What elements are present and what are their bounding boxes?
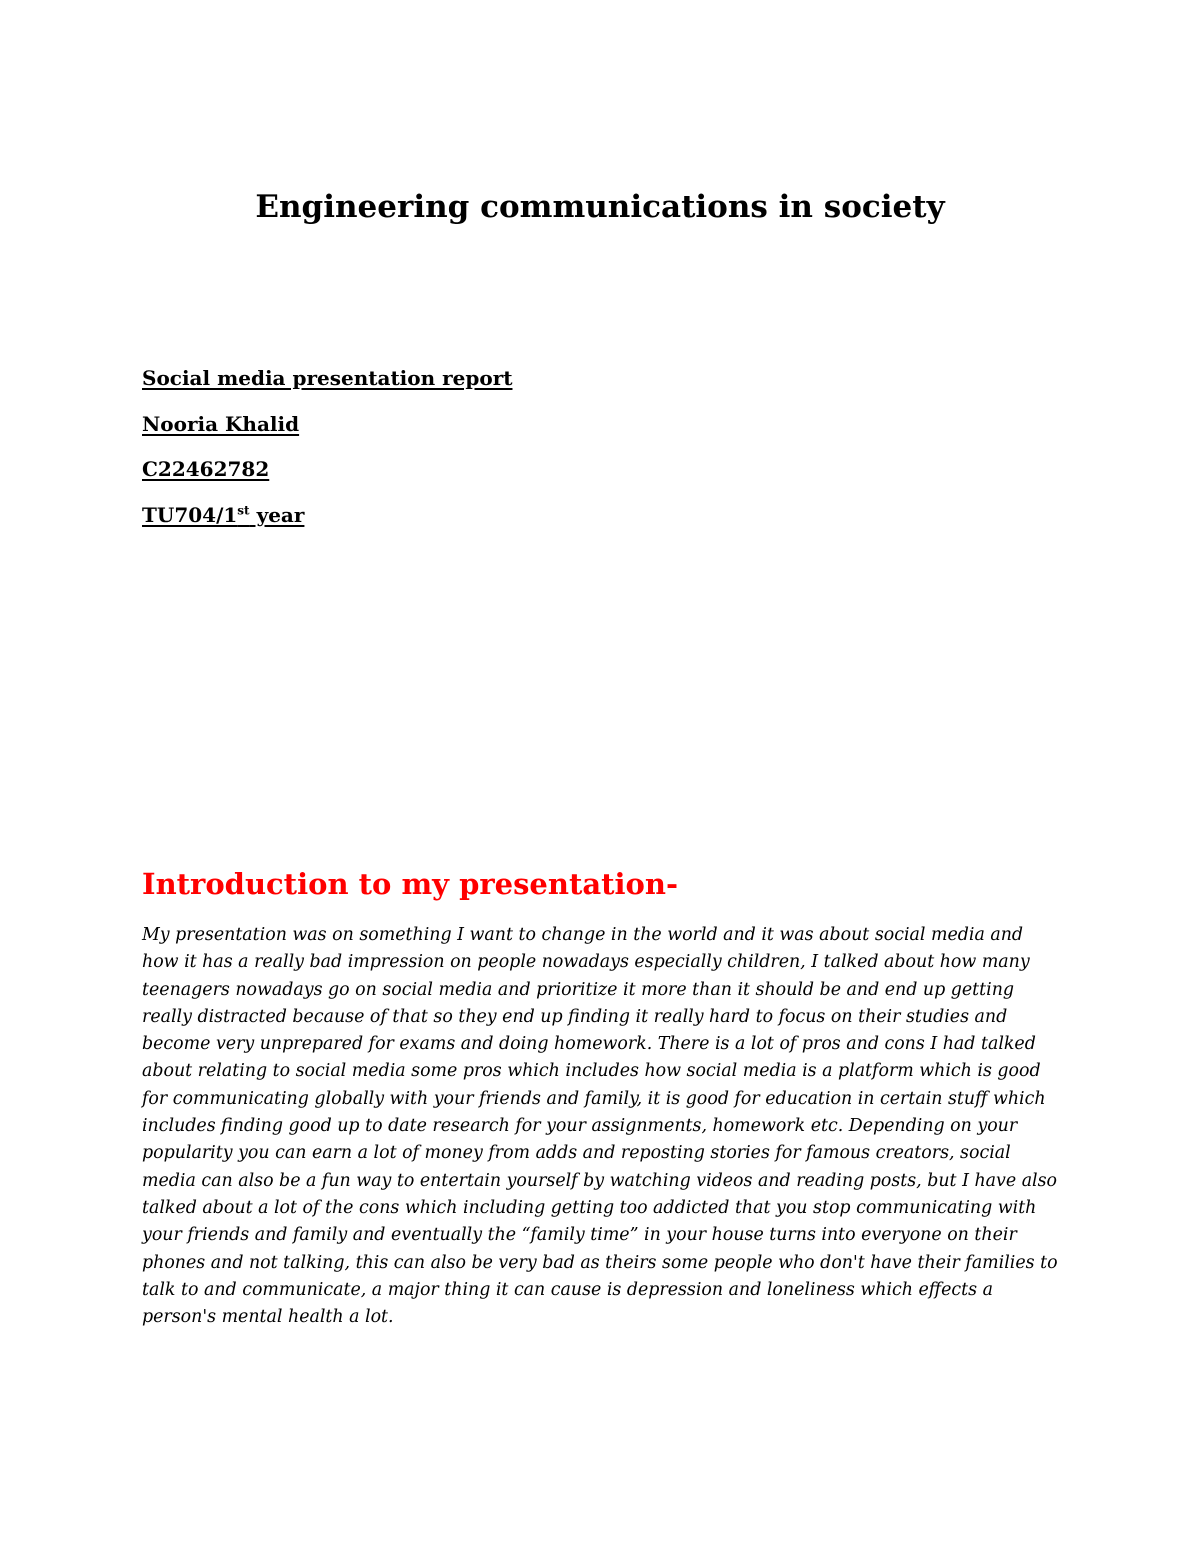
paragraph-line: popularity you can earn a lot of money from adds and reposting stories for famous creators, social xyxy=(142,1143,1011,1164)
paragraph-line: your friends and family and eventually the “family time” in your house turns into everyone on their xyxy=(142,1225,1017,1246)
paragraph-line: person's mental health a lot. xyxy=(142,1307,394,1328)
course-year xyxy=(142,501,1042,547)
cover-details xyxy=(142,364,1042,546)
section-heading: Introduction to my presentation- xyxy=(142,867,679,901)
document-title: Engineering communications in society xyxy=(255,189,945,225)
paragraph-line: talk to and communicate, a major thing it can cause is depression and loneliness which effects a xyxy=(142,1279,993,1300)
author-name: Nooria Khalid xyxy=(142,411,300,436)
paragraph-line: talked about a lot of the cons which including getting too addicted that you stop communicating with xyxy=(142,1197,1037,1218)
report-title: Social media presentation report xyxy=(142,366,513,390)
year-label: year xyxy=(249,502,305,527)
paragraph-line: become very unprepared for exams and doing homework. There is a lot of pros and cons I had talked xyxy=(142,1034,1036,1055)
paragraph-line: media can also be a fun way to entertain yourself by watching videos and reading posts, but I have also xyxy=(142,1170,1058,1191)
paragraph-line: for communicating globally with your friends and family, it is good for education in certain stuff which xyxy=(142,1088,1046,1109)
ordinal-suffix: st xyxy=(237,502,250,517)
paragraph-line: includes finding good up to date research for your assignments, homework etc. Depending on your xyxy=(142,1116,1018,1137)
course-code: TU704/1 xyxy=(142,502,238,527)
paragraph-line: My presentation was on something I want to change in the world and it was about social media and xyxy=(142,925,1024,945)
paragraph-line: about relating to social media some pros which includes how social media is a platform which is good xyxy=(142,1061,1041,1082)
student-id: C22462782 xyxy=(142,457,270,481)
intro-paragraph xyxy=(142,922,1082,1331)
paragraph-line: teenagers nowadays go on social media and prioritize it more than it should be and end up getting xyxy=(142,979,1015,1000)
paragraph-line: phones and not talking, this can also be very bad as theirs some people who don't have their families to xyxy=(142,1252,1058,1273)
paragraph-line: really distracted because of that so they end up finding it really hard to focus on their studies and xyxy=(142,1006,1008,1027)
paragraph-line: how it has a really bad impression on people nowadays especially children, I talked about how many xyxy=(142,952,1030,973)
